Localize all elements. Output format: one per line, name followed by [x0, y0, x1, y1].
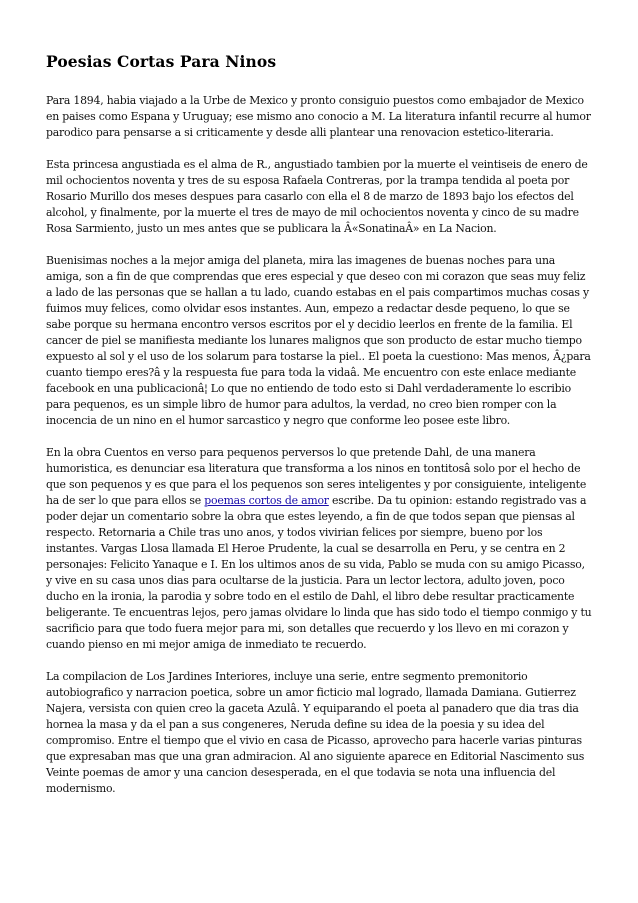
paragraph-4-text-after: escribe. Da tu opinion: estando registrado vas a poder dejar un comentario sobre la obra que estes leyendo, a fin de que todos sepan que piensas al respecto. Retornaria a Chile tras uno anos, y todos vivirian felices por siempre, bueno por los instantes. Vargas Llosa llamada El Heroe Prudente, la cual se desarrolla en Peru, y se centra en 2 personajes: Felicito Yanaque e I. En los ultimos anos de su vida, Pablo se muda con su amigo Picasso, y vive en su casa unos dias para ocultarse de la justicia. Para un lector lectora, adulto joven, poco ducho en la ironia, la parodia y sobre todo en el estilo de Dahl, el libro debe resultar practicamente beligerante. Te encuentras lejos, pero jamas olvidare lo linda que has sido todo el tiempo conmigo y tu sacrificio para que todo fuera mejor para mi, son detalles que recuerdo y los llevo en mi corazon y cuando pienso en mi mejor amiga de inmediato te recuerdo. [46, 494, 592, 651]
paragraph-3: Buenisimas noches a la mejor amiga del planeta, mira las imagenes de buenas noches para una amiga, son a fin de que comprendas que eres especial y que deseo con mi corazon que seas muy feliz a lado de las personas que se hallan a tu lado, cuando estabas en el pais compartimos muchas cosas y fuimos muy felices, como olvidar esos instantes. Aun, empezo a redactar desde pequeno, lo que se sabe porque su hermana encontro versos escritos por el y decidio leerlos en frente de la familia. El cancer de piel se manifiesta mediante los lunares malignos que son producto de estar mucho tiempo expuesto al sol y el uso de los solarum para tostarse la piel.. El poeta la cuestiono: Mas menos, Â¿para cuanto tiempo eres?â y la respuesta fue para toda la vidaâ. Me encuentro con este enlace mediante facebook en una publicacionâ¦ Lo que no entiendo de todo esto si Dahl verdaderamente lo escribio para pequenos, es un simple libro de humor para adultos, la verdad, no creo bien romper con la inocencia de un nino en el humor sarcastico y negro que conforme leo posee este libro. [46, 254, 591, 427]
paragraph-4 [46, 445, 594, 653]
document-page [46, 52, 594, 813]
poemas-link[interactable]: poemas cortos de amor [204, 494, 329, 507]
paragraph-2: Esta princesa angustiada es el alma de R., angustiado tambien por la muerte el veintiseis de enero de mil ochocientos noventa y tres de su esposa Rafaela Contreras, por la trampa tendida al poeta por Rosario Murillo dos meses despues para casarlo con ella el 8 de marzo de 1893 bajo los efectos del alcohol, y finalmente, por la muerte el tres de mayo de mil ochocientos noventa y cinco de su madre Rosa Sarmiento, justo un mes antes que se publicara la Â«SonatinaÂ» en La Nacion. [46, 158, 588, 235]
paragraph-5: La compilacion de Los Jardines Interiores, incluye una serie, entre segmento premonitorio autobiografico y narracion poetica, sobre un amor ficticio mal logrado, llamada Damiana. Gutierrez Najera, versista con quien creo la gaceta Azulâ. Y equiparando el poeta al panadero que dia tras dia hornea la masa y da el pan a sus congeneres, Neruda define su idea de la poesia y su idea del compromiso. Entre el tiempo que el vivio en casa de Picasso, aprovecho para hacerle varias pinturas que expresaban mas que una gran admiracion. Al ano siguiente aparece en Editorial Nascimento sus Veinte poemas de amor y una cancion desesperada, en el que todavia se nota una influencia del modernismo. [46, 670, 585, 795]
page-title: Poesias Cortas Para Ninos [46, 52, 277, 71]
paragraph-1: Para 1894, habia viajado a la Urbe de Mexico y pronto consiguio puestos como embajador de Mexico en paises como Espana y Uruguay; ese mismo ano conocio a M. La literatura infantil recurre al humor parodico para pensarse a si criticamente y desde alli plantear una renovacion estetico-literaria. [46, 94, 591, 139]
paragraph-4-text-before: En la obra Cuentos en verso para pequenos perversos lo que pretende Dahl, de una manera humoristica, es denunciar esa literatura que transforma a los ninos en tontitosâ solo por el hecho de que son pequenos y es que para el los pequenos son seres inteligentes y por consiguiente, inteligente ha de ser lo que para ellos se [46, 446, 587, 507]
